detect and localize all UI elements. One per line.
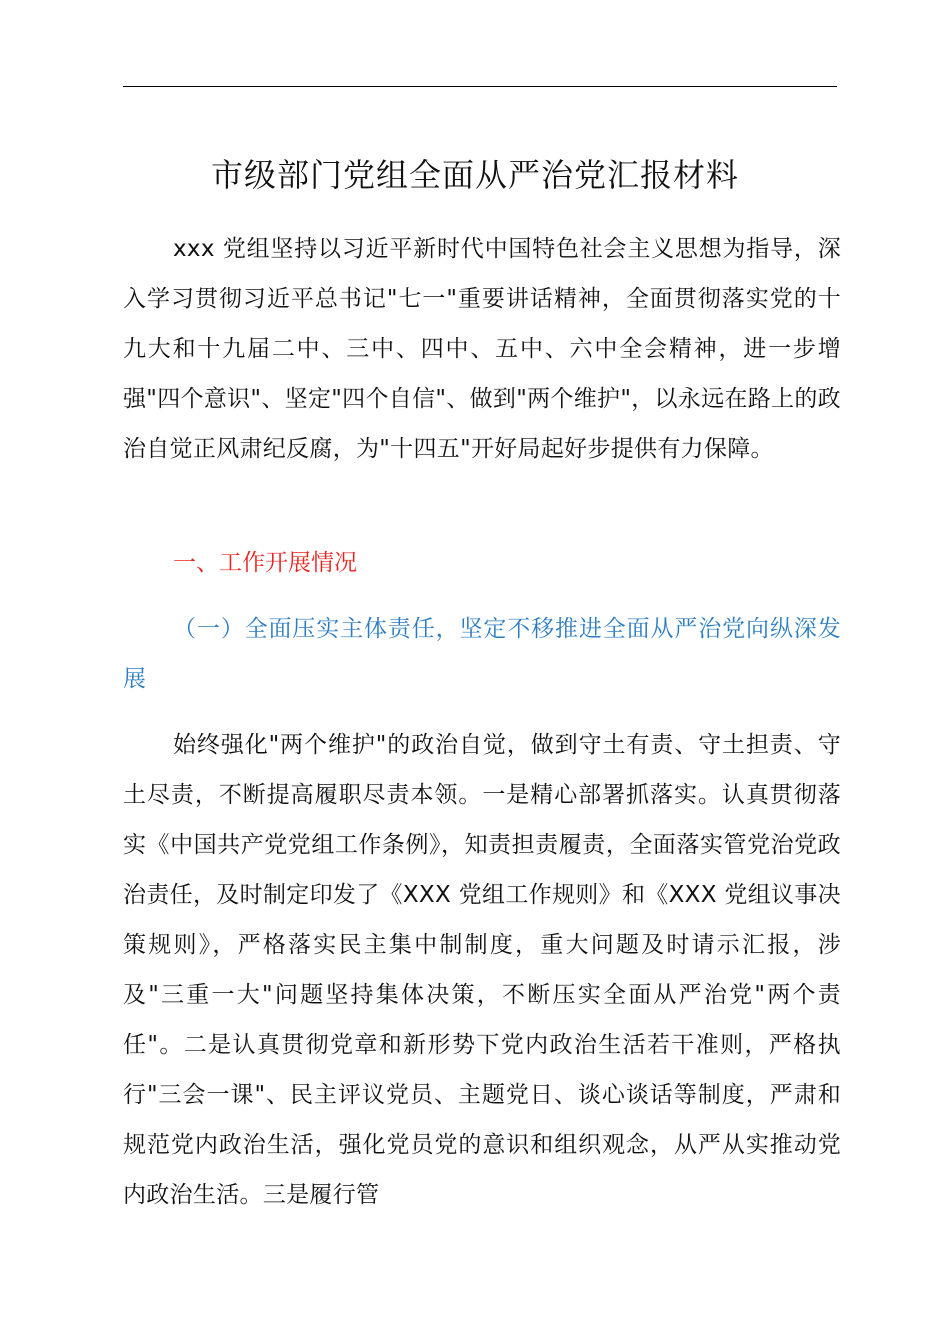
subsection-heading: （一）全面压实主体责任，坚定不移推进全面从严治党向纵深发展: [123, 616, 841, 692]
body-paragraph: 始终强化"两个维护"的政治自觉，做到守土有责、守土担责、守土尽责，不断提高履职尽责本领。一是精心部署抓落实。认真贯彻落实《中国共产党党组工作条例》，知责担责履责，全面落实管党治党政治责任，及时制定印发了《XXX 党组工作规则》和《XXX 党组议事决策规则》，严格落实民主集中制制度，重大问题及时请示汇报，涉及"三重一大"问题坚持集体决策，不断压实全面从严治党"两个责任"。二是认真贯彻党章和新形势下党内政治生活若干准则，严格执行"三会一课"、民主评议党员、主题党日、谈心谈话等制度，严肃和规范党内政治生活，强化党员党的意识和组织观念，从严从实推动党内政治生活。三是履行管: [123, 732, 841, 1208]
intro-paragraph: xxx 党组坚持以习近平新时代中国特色社会主义思想为指导，深入学习贯彻习近平总书记"七一"重要讲话精神，全面贯彻落实党的十九大和十九届二中、三中、四中、五中、六中全会精神，进一步增强"四个意识"、坚定"四个自信"、做到"两个维护"，以永远在路上的政治自觉正风肃纪反腐，为"十四五"开好局起好步提供有力保障。: [123, 236, 841, 462]
document-title: 市级部门党组全面从严治党汇报材料: [210, 156, 739, 194]
header-rule: [123, 86, 837, 87]
section-heading: 一、工作开展情况: [173, 550, 357, 576]
